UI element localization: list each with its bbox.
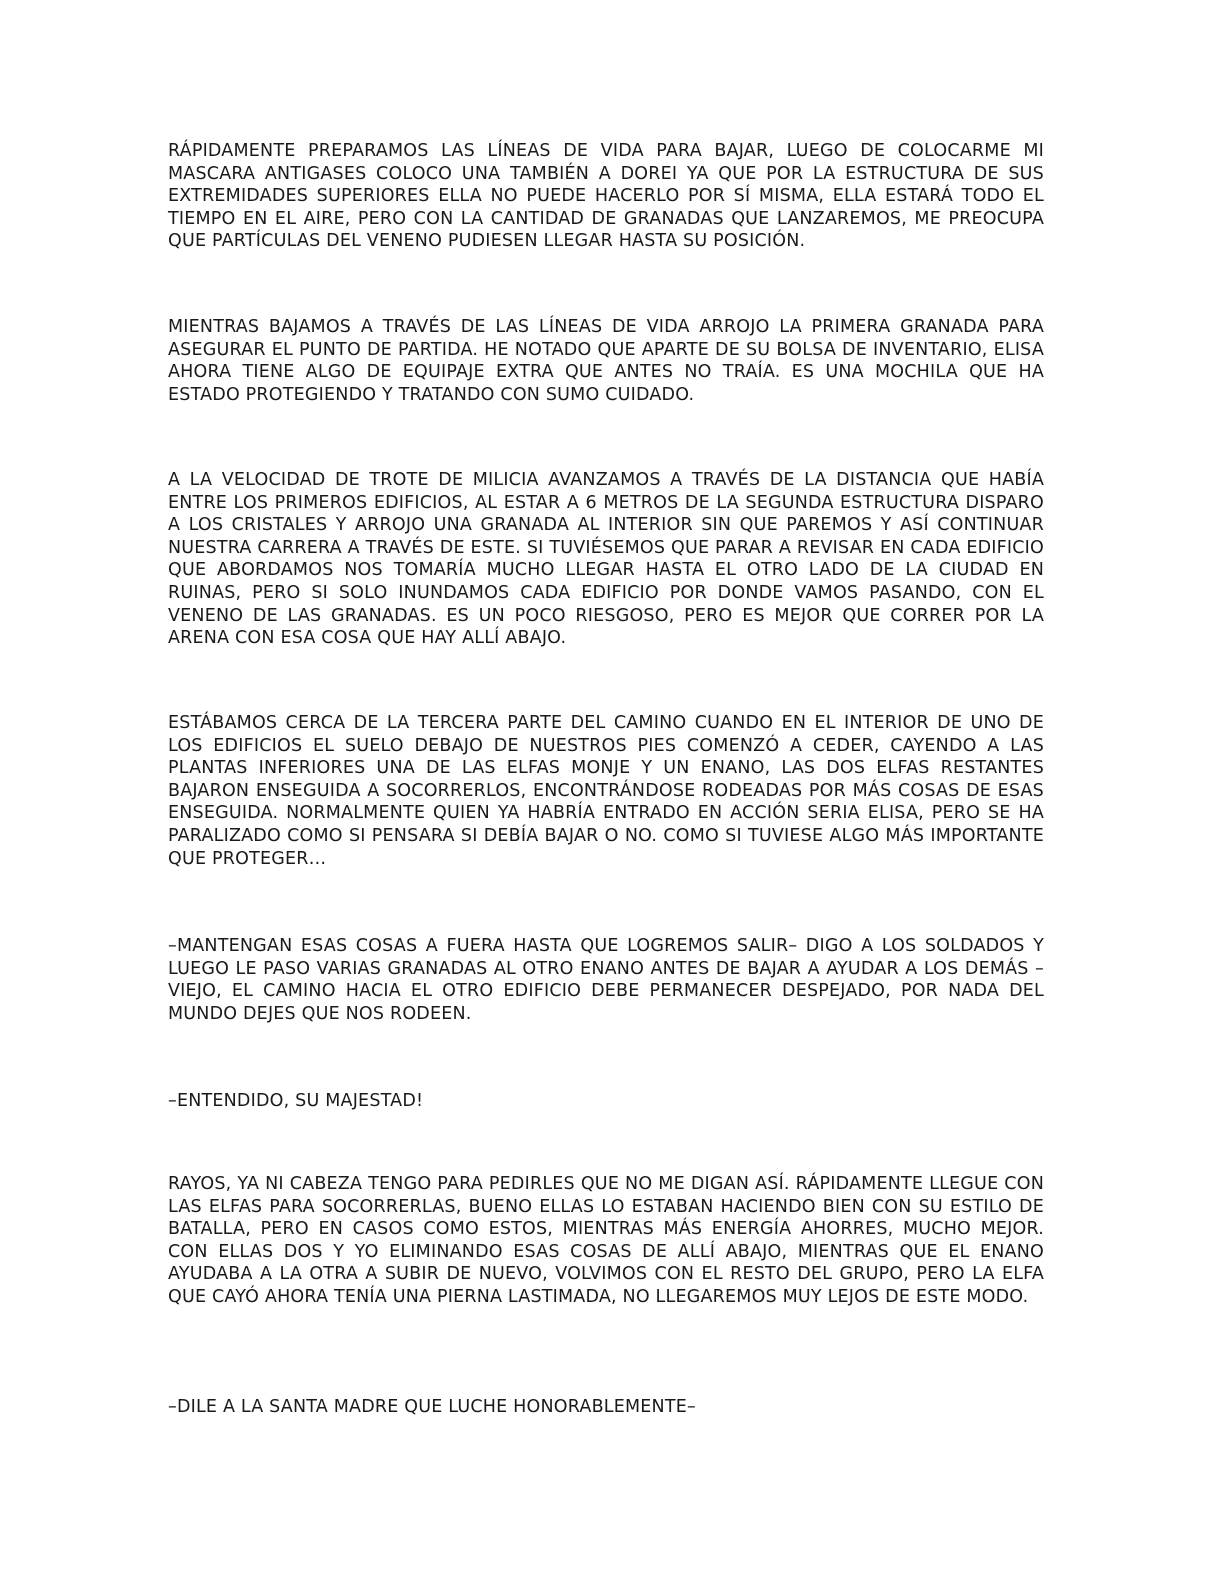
paragraph-8: –DILE A LA SANTA MADRE QUE LUCHE HONORABLEMENTE– <box>168 1397 696 1417</box>
paragraph-3: A LA VELOCIDAD DE TROTE DE MILICIA AVANZAMOS A TRAVÉS DE LA DISTANCIA QUE HABÍA ENTRE LOS PRIMEROS EDIFICIOS, AL ESTAR A 6 METROS DE LA SEGUNDA ESTRUCTURA DISPARO A LOS CRISTALES Y ARROJO UNA GRANADA AL INTERIOR SIN QUE PAREMOS Y ASÍ CONTINUAR NUESTRA CARRERA A TRAVÉS DE ESTE. SI TUVIÉSEMOS QUE PARAR A REVISAR EN CADA EDIFICIO QUE ABORDAMOS NOS TOMARÍA MUCHO LLEGAR HASTA EL OTRO LADO DE LA CIUDAD EN RUINAS, PERO SI SOLO INUNDAMOS CADA EDIFICIO POR DONDE VAMOS PASANDO, CON EL VENENO DE LAS GRANADAS. ES UN POCO RIESGOSO, PERO ES MEJOR QUE CORRER POR LA ARENA CON ESA COSA QUE HAY ALLÍ ABAJO. <box>168 470 1044 649</box>
paragraph-7: RAYOS, YA NI CABEZA TENGO PARA PEDIRLES QUE NO ME DIGAN ASÍ. RÁPIDAMENTE LLEGUE CON LAS ELFAS PARA SOCORRERLAS, BUENO ELLAS LO ESTABAN HACIENDO BIEN CON SU ESTILO DE BATALLA, PERO EN CASOS COMO ESTOS, MIENTRAS MÁS ENERGÍA AHORRES, MUCHO MEJOR. CON ELLAS DOS Y YO ELIMINANDO ESAS COSAS DE ALLÍ ABAJO, MIENTRAS QUE EL ENANO AYUDABA A LA OTRA A SUBIR DE NUEVO, VOLVIMOS CON EL RESTO DEL GRUPO, PERO LA ELFA QUE CAYÓ AHORA TENÍA UNA PIERNA LASTIMADA, NO LLEGAREMOS MUY LEJOS DE ESTE MODO. <box>168 1174 1044 1307</box>
paragraph-4: ESTÁBAMOS CERCA DE LA TERCERA PARTE DEL CAMINO CUANDO EN EL INTERIOR DE UNO DE LOS EDIFICIOS EL SUELO DEBAJO DE NUESTROS PIES COMENZÓ A CEDER, CAYENDO A LAS PLANTAS INFERIORES UNA DE LAS ELFAS MONJE Y UN ENANO, LAS DOS ELFAS RESTANTES BAJARON ENSEGUIDA A SOCORRERLOS, ENCONTRÁNDOSE RODEADAS POR MÁS COSAS DE ESAS ENSEGUIDA. NORMALMENTE QUIEN YA HABRÍA ENTRADO EN ACCIÓN SERIA ELISA, PERO SE HA PARALIZADO COMO SI PENSARA SI DEBÍA BAJAR O NO. COMO SI TUVIESE ALGO MÁS IMPORTANTE QUE PROTEGER… <box>168 713 1044 869</box>
paragraph-6: –ENTENDIDO, SU MAJESTAD! <box>168 1091 424 1111</box>
paragraph-5: –MANTENGAN ESAS COSAS A FUERA HASTA QUE LOGREMOS SALIR– DIGO A LOS SOLDADOS Y LUEGO LE PASO VARIAS GRANADAS AL OTRO ENANO ANTES DE BAJAR A AYUDAR A LOS DEMÁS –VIEJO, EL CAMINO HACIA EL OTRO EDIFICIO DEBE PERMANECER DESPEJADO, POR NADA DEL MUNDO DEJES QUE NOS RODEEN. <box>168 936 1044 1024</box>
paragraph-2: MIENTRAS BAJAMOS A TRAVÉS DE LAS LÍNEAS DE VIDA ARROJO LA PRIMERA GRANADA PARA ASEGURAR EL PUNTO DE PARTIDA. HE NOTADO QUE APARTE DE SU BOLSA DE INVENTARIO, ELISA AHORA TIENE ALGO DE EQUIPAJE EXTRA QUE ANTES NO TRAÍA. ES UNA MOCHILA QUE HA ESTADO PROTEGIENDO Y TRATANDO CON SUMO CUIDADO. <box>168 317 1044 405</box>
paragraph-1: RÁPIDAMENTE PREPARAMOS LAS LÍNEAS DE VIDA PARA BAJAR, LUEGO DE COLOCARME MI MASCARA ANTIGASES COLOCO UNA TAMBIÉN A DOREI YA QUE POR LA ESTRUCTURA DE SUS EXTREMIDADES SUPERIORES ELLA NO PUEDE HACERLO POR SÍ MISMA, ELLA ESTARÁ TODO EL TIEMPO EN EL AIRE, PERO CON LA CANTIDAD DE GRANADAS QUE LANZAREMOS, ME PREOCUPA QUE PARTÍCULAS DEL VENENO PUDIESEN LLEGAR HASTA SU POSICIÓN. <box>168 141 1044 252</box>
